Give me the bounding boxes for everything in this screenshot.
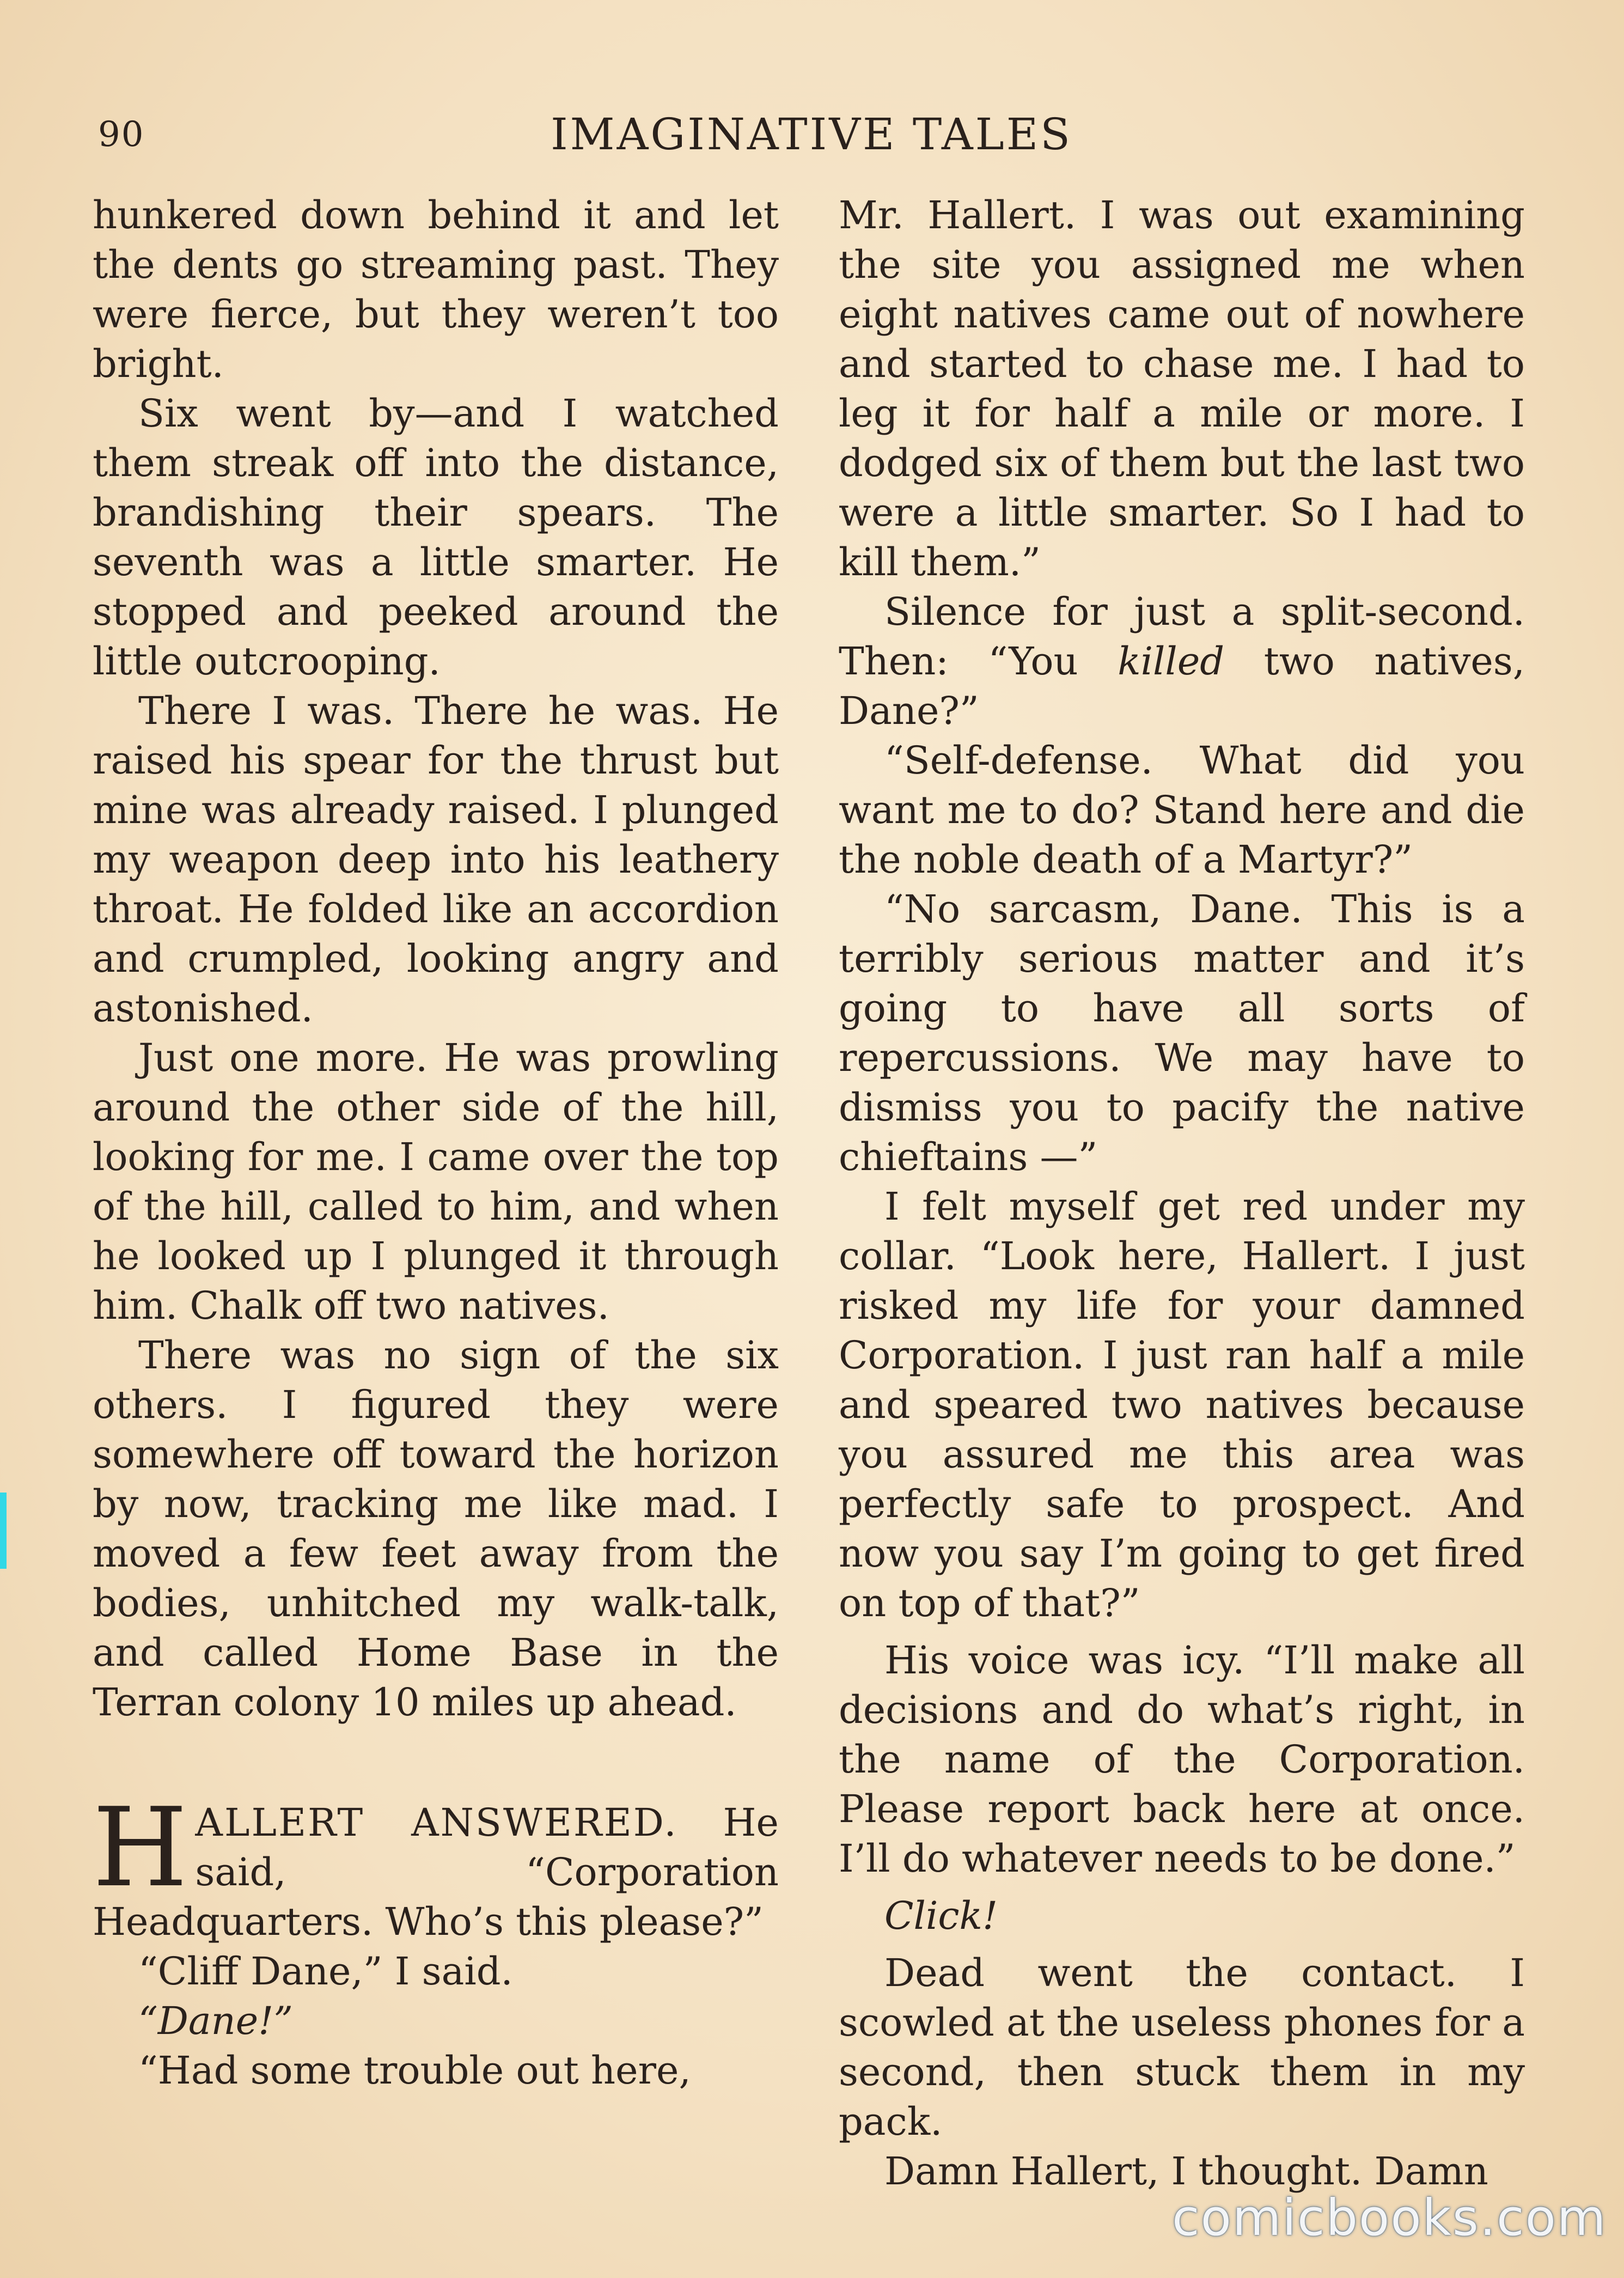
- left-paragraph-7: “Cliff Dane,” I said.: [138, 1949, 513, 1994]
- running-title: IMAGINATIVE TALES: [551, 109, 1072, 160]
- left-column: [93, 191, 779, 2096]
- page-header: [93, 109, 1530, 169]
- right-paragraph-4: “No sarcasm, Dane. This is a terribly serious matter and it’s going to have all sorts of repercussions. We may have to dismiss you to pacify the native chieftains —”: [839, 887, 1525, 1179]
- section-opening-text: He said, “Corporation Headquarters. Who’s this please?”: [93, 1800, 779, 1944]
- right-paragraph-6: His voice was icy. “I’ll make all decisions and do what’s right, in the name of the Corporation. Please report back here at once. I’ll do whatever needs to be done.”: [839, 1638, 1525, 1881]
- right-paragraph-2-start: Silence for just a split-second. Then: “You: [839, 589, 1525, 684]
- right-paragraph-1: Mr. Hallert. I was out examining the site you assigned me when eight natives came out of nowhere and started to chase me. I had to leg it for half a mile or more. I dodged six of them but the last two were a little smarter. So I had to kill them.”: [839, 193, 1525, 584]
- right-paragraph-2-end: two natives, Dane?”: [839, 639, 1525, 733]
- left-paragraph-8: “Dane!”: [138, 1999, 294, 2043]
- right-paragraph-9: Damn Hallert, I thought. Damn: [884, 2149, 1488, 2194]
- right-paragraph-7: Click!: [884, 1893, 998, 1938]
- left-paragraph-4: Just one more. He was prowling around the other side of the hill, looking for me. I came over the top of the hill, called to him, and when he looked up I plunged it through him. Chalk off two natives.: [93, 1036, 779, 1328]
- site-watermark: comicbooks.com: [1172, 2189, 1607, 2247]
- right-paragraph-2: [839, 587, 1525, 736]
- section-opening-paragraph: [93, 1784, 779, 1947]
- section-lead-in: ALLERT ANSWERED.: [195, 1800, 678, 1845]
- left-paragraph-2: Six went by—and I watched them streak off into the distance, brandishing their spears. The seventh was a little smarter. He stopped and peeked around the little outcrooping.: [93, 391, 779, 684]
- right-paragraph-8: Dead went the contact. I scowled at the useless phones for a second, then stuck them in my pack.: [839, 1951, 1525, 2144]
- right-column: [839, 191, 1525, 2196]
- page-number: 90: [98, 114, 145, 155]
- left-paragraph-3: There I was. There he was. He raised his spear for the thrust but mine was already raised. I plunged my weapon deep into his leathery throat. He folded like an accordion and crumpled, looking angry and astonished.: [93, 689, 779, 1031]
- right-paragraph-5: I felt myself get red under my collar. “Look here, Hallert. I just risked my life for your damned Corporation. I just ran half a mile and speared two natives because you assured me this area was perfectly safe to prospect. And now you say I’m going to get fired on top of that?”: [839, 1184, 1525, 1625]
- left-paragraph-9: “Had some trouble out here,: [138, 2048, 691, 2093]
- scan-edge-mark: [0, 1493, 7, 1569]
- left-paragraph-5: There was no sign of the six others. I figured they were somewhere off toward the horizon by now, tracking me like mad. I moved a few feet away from the bodies, unhitched my walk-talk, and called Home Base in the Terran colony 10 miles up ahead.: [93, 1333, 779, 1725]
- left-paragraph-1: hunkered down behind it and let the dents go streaming past. They were fierce, but they weren’t too bright.: [93, 193, 779, 386]
- drop-cap: H: [93, 1784, 188, 1911]
- emphasis-killed: killed: [1118, 639, 1225, 684]
- right-paragraph-3: “Self-defense. What did you want me to do? Stand here and die the noble death of a Martyr?”: [839, 738, 1525, 882]
